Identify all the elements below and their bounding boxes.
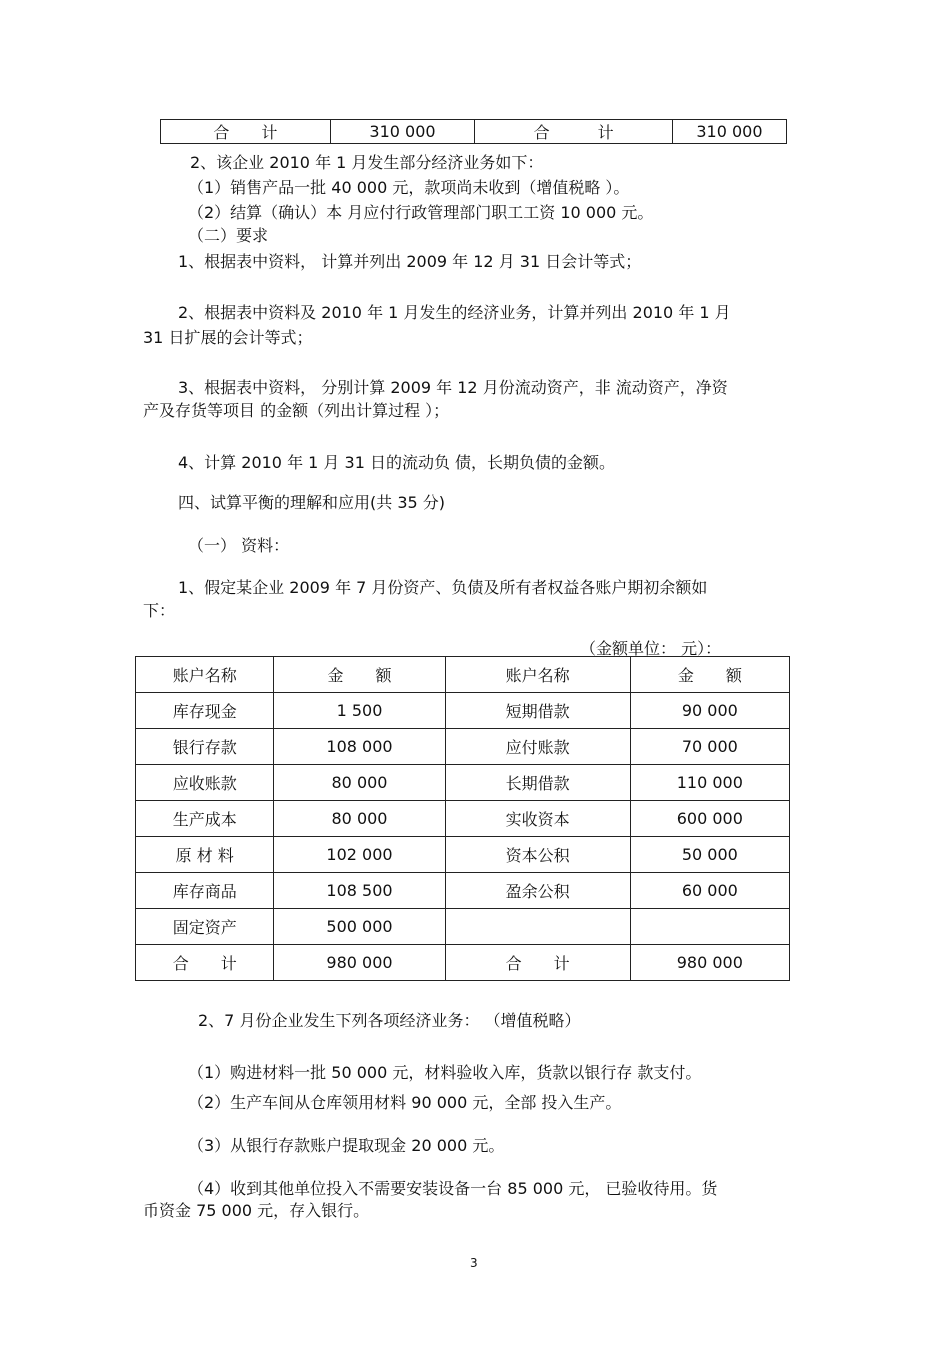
text-line: 3、根据表中资料， 分别计算 2009 年 12 月份流动资产，非 流动资产，净资: [178, 378, 728, 397]
table-cell: 500 000: [274, 909, 445, 945]
text-line: 2、该企业 2010 年 1 月发生部分经济业务如下：: [190, 153, 544, 172]
page-number: 3: [470, 1256, 478, 1270]
text-line: 1、根据表中资料， 计算并列出 2009 年 12 月 31 日会计等式；: [178, 252, 642, 271]
section-heading: 四、试算平衡的理解和应用(共 35 分): [178, 493, 446, 512]
text-line: （3）从银行存款账户提取现金 20 000 元。: [188, 1136, 505, 1155]
table-cell: 短期借款: [445, 693, 630, 729]
table-cell: 50 000: [630, 837, 789, 873]
table-row: [161, 120, 787, 144]
table-cell: 110 000: [630, 765, 789, 801]
table-cell: 合 计: [161, 120, 331, 144]
table-cell: 980 000: [630, 945, 789, 981]
table-cell: 应收账款: [136, 765, 274, 801]
table-row: [136, 729, 790, 765]
table-total-row: [136, 945, 790, 981]
table-cell: 盈余公积: [445, 873, 630, 909]
section-heading: （二）要求: [188, 226, 269, 245]
table-cell: 60 000: [630, 873, 789, 909]
column-header: 金 额: [274, 657, 445, 693]
text-line: 31 日扩展的会计等式；: [143, 328, 313, 347]
text-line: （1）销售产品一批 40 000 元，款项尚未收到（增值税略 ）。: [188, 178, 630, 197]
table-cell: 库存商品: [136, 873, 274, 909]
table-cell: 80 000: [274, 765, 445, 801]
top-total-table: [160, 119, 787, 144]
text-line: （2）结算（确认）本 月应付行政管理部门职工工资 10 000 元。: [188, 203, 654, 222]
table-cell: 资本公积: [445, 837, 630, 873]
table-cell: 银行存款: [136, 729, 274, 765]
table-cell: 实收资本: [445, 801, 630, 837]
column-header: 账户名称: [445, 657, 630, 693]
balance-table: [135, 656, 790, 981]
table-cell: 980 000: [274, 945, 445, 981]
table-cell: 600 000: [630, 801, 789, 837]
table-cell: [630, 909, 789, 945]
text-line: 产及存货等项目 的金额（列出计算过程 ）；: [143, 401, 450, 420]
unit-note: （金额单位： 元）：: [580, 639, 722, 658]
table-header-row: [136, 657, 790, 693]
text-line: 2、根据表中资料及 2010 年 1 月发生的经济业务，计算并列出 2010 年 1 月: [178, 303, 731, 322]
table-cell: 合 计: [475, 120, 673, 144]
table-row: [136, 693, 790, 729]
text-line: （2）生产车间从仓库领用材料 90 000 元，全部 投入生产。: [188, 1093, 622, 1112]
table-row: [136, 765, 790, 801]
table-cell: 90 000: [630, 693, 789, 729]
table-row: [136, 801, 790, 837]
table-row: [136, 909, 790, 945]
table-cell: 长期借款: [445, 765, 630, 801]
table-cell: 1 500: [274, 693, 445, 729]
table-cell: [445, 909, 630, 945]
table-cell: 102 000: [274, 837, 445, 873]
table-cell: 生产成本: [136, 801, 274, 837]
text-line: 2、7 月份企业发生下列各项经济业务： （增值税略）: [198, 1011, 581, 1030]
text-line: （1）购进材料一批 50 000 元，材料验收入库，货款以银行存 款支付。: [188, 1063, 702, 1082]
table-cell: 应付账款: [445, 729, 630, 765]
text-line: （一） 资料：: [188, 536, 290, 555]
table-cell: 108 500: [274, 873, 445, 909]
table-cell: 固定资产: [136, 909, 274, 945]
text-line: 4、计算 2010 年 1 月 31 日的流动负 债，长期负债的金额。: [178, 453, 616, 472]
text-line: 币资金 75 000 元，存入银行。: [143, 1201, 370, 1220]
table-cell: 合 计: [136, 945, 274, 981]
table-cell: 310 000: [672, 120, 786, 144]
table-cell: 108 000: [274, 729, 445, 765]
table-cell: 原 材 料: [136, 837, 274, 873]
table-cell: 310 000: [330, 120, 475, 144]
text-line: 下：: [143, 601, 176, 620]
table-row: [136, 837, 790, 873]
table-cell: 库存现金: [136, 693, 274, 729]
text-line: 1、假定某企业 2009 年 7 月份资产、负债及所有者权益各账户期初余额如: [178, 578, 708, 597]
table-cell: 80 000: [274, 801, 445, 837]
table-row: [136, 873, 790, 909]
column-header: 账户名称: [136, 657, 274, 693]
table-cell: 合 计: [445, 945, 630, 981]
column-header: 金 额: [630, 657, 789, 693]
table-cell: 70 000: [630, 729, 789, 765]
text-line: （4）收到其他单位投入不需要安装设备一台 85 000 元， 已验收待用。货: [188, 1179, 718, 1198]
